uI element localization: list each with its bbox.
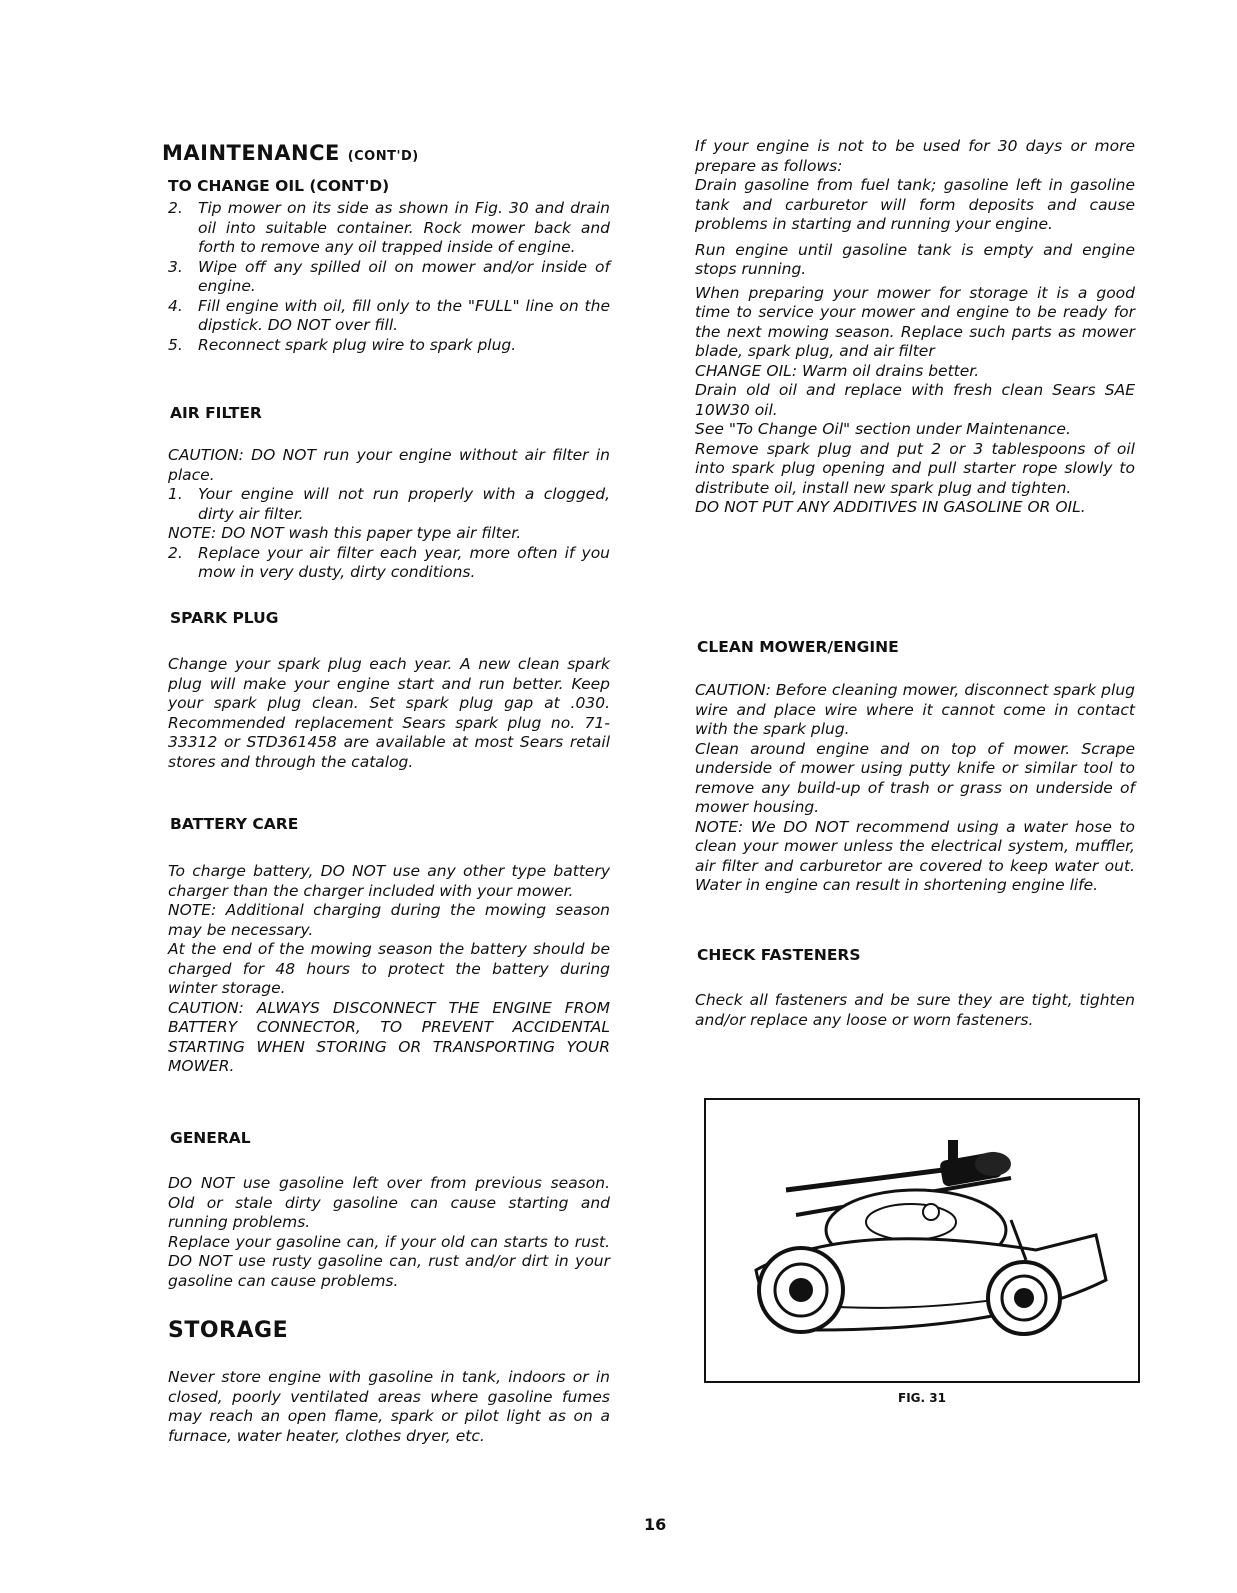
spark-plug-heading: SPARK PLUG [170, 609, 279, 627]
list-item [168, 258, 610, 297]
storage-paragraph: CHANGE OIL: Warm oil drains better. [695, 361, 980, 380]
battery-care-heading: BATTERY CARE [170, 815, 299, 833]
step-number: 3. [168, 257, 183, 276]
spark-plug-section [168, 655, 610, 772]
general-paragraph: Replace your gasoline can, if your old can starts to rust. DO NOT use rusty gasoline can, rust and/or dirt in your gasoline can cause problems. [168, 1232, 610, 1290]
battery-care-section [168, 862, 610, 1077]
lawn-mower-illustration [706, 1100, 1138, 1381]
storage-section [168, 1368, 610, 1446]
storage-paragraph: If your engine is not to be used for 30 days or more prepare as follows: [695, 137, 1135, 175]
figure-caption: FIG. 31 [898, 1391, 946, 1405]
maintenance-heading-text: MAINTENANCE [162, 141, 340, 165]
step-number: 2. [168, 199, 183, 217]
step-number: 2. [168, 543, 183, 562]
list-item [168, 199, 610, 258]
step-text: Fill engine with oil, fill only to the "FULL" line on the dipstick. DO NOT over fill. [198, 296, 610, 334]
step-text: Replace your air filter each year, more often if you mow in very dusty, dirty conditions. [198, 543, 610, 581]
maintenance-heading [162, 141, 419, 165]
step-text: Reconnect spark plug wire to spark plug. [198, 335, 517, 354]
storage-paragraph: Run engine until gasoline tank is empty and engine stops running. [695, 240, 1135, 278]
storage-paragraph: Never store engine with gasoline in tank, indoors or in closed, poorly ventilated areas where gasoline fumes may reach an open flame, spark or pilot light as on a furnace, water heater, clothes dryer, etc. [168, 1368, 610, 1445]
step-text: Your engine will not run properly with a clogged, dirty air filter. [198, 485, 610, 523]
battery-paragraph: At the end of the mowing season the battery should be charged for 48 hours to protect the battery during winter storage. [168, 940, 610, 997]
storage-paragraph: Drain gasoline from fuel tank; gasoline left in gasoline tank and carburetor will form deposits and cause problems in starting and running your engine. [695, 176, 1135, 233]
list-item [168, 336, 610, 356]
fasteners-paragraph: Check all fasteners and be sure they are tight, tighten and/or replace any loose or worn fasteners. [695, 991, 1135, 1029]
check-fasteners-heading: CHECK FASTENERS [697, 946, 861, 964]
battery-paragraph: To charge battery, DO NOT use any other type battery charger than the charger included with your mower. [168, 862, 610, 900]
figure-31-frame [704, 1098, 1140, 1383]
storage-paragraph: When preparing your mower for storage it is a good time to service your mower and engine to be ready for the next mowing season. Replace such parts as mower blade, spark plug, and air filter [695, 283, 1135, 360]
air-filter-caution: CAUTION: DO NOT run your engine without air filter in place. [168, 446, 610, 484]
clean-note: NOTE: We DO NOT recommend using a water hose to clean your mower unless the electrical system, muffler, air filter and carburetor are covered to keep water out. Water in engine can result in shortening engine life. [695, 817, 1135, 894]
step-number: 4. [168, 296, 183, 315]
air-filter-heading: AIR FILTER [170, 404, 262, 422]
air-filter-section [168, 446, 610, 583]
spark-plug-text: Change your spark plug each year. A new clean spark plug will make your engine start and run better. Keep your spark plug clean. Set spark plug gap at .030. Recommended replacement Sears spark plug no. 71-33312 or STD361458 are available at most Sears retail stores and through the catalog. [168, 655, 610, 771]
storage-paragraph: Remove spark plug and put 2 or 3 tablespoons of oil into spark plug opening and pull starter rope slowly to distribute oil, install new spark plug and tighten. [695, 439, 1135, 497]
change-oil-heading: TO CHANGE OIL (CONT'D) [168, 177, 390, 195]
clean-paragraph: Clean around engine and on top of mower. Scrape underside of mower using putty knife or similar tool to remove any build-up of trash or grass on underside of mower housing. [695, 739, 1135, 816]
maintenance-heading-suffix: (CONT'D) [347, 149, 419, 164]
step-text: Wipe off any spilled oil on mower and/or inside of engine. [198, 257, 610, 295]
storage-paragraph: Drain old oil and replace with fresh clean Sears SAE 10W30 oil. [695, 381, 1135, 419]
check-fasteners-section [695, 991, 1135, 1030]
step-text: Tip mower on its side as shown in Fig. 30 and drain oil into suitable container. Rock mower back and forth to remove any oil trapped inside of engine. [198, 199, 610, 256]
storage-heading: STORAGE [168, 1318, 289, 1343]
general-section [168, 1174, 610, 1291]
clean-mower-heading: CLEAN MOWER/ENGINE [697, 638, 899, 656]
step-number: 5. [168, 335, 183, 354]
clean-mower-section [695, 681, 1135, 896]
storage-warning: DO NOT PUT ANY ADDITIVES IN GASOLINE OR OIL. [695, 498, 1086, 516]
air-filter-note: NOTE: DO NOT wash this paper type air filter. [168, 524, 522, 542]
battery-note: NOTE: Additional charging during the mowing season may be necessary. [168, 901, 610, 939]
change-oil-steps [168, 199, 610, 355]
battery-caution: CAUTION: ALWAYS DISCONNECT THE ENGINE FROM BATTERY CONNECTOR, TO PREVENT ACCIDENTAL STARTING WHEN STORING OR TRANSPORTING YOUR MOWER. [168, 998, 610, 1075]
list-item [168, 297, 610, 336]
storage-continued-section [695, 137, 1135, 518]
general-heading: GENERAL [170, 1129, 251, 1147]
general-paragraph: DO NOT use gasoline left over from previous season. Old or stale dirty gasoline can cause starting and running problems. [168, 1174, 610, 1231]
list-item [168, 544, 610, 583]
step-number: 1. [168, 485, 183, 503]
list-item [168, 485, 610, 524]
page-number: 16 [644, 1515, 667, 1534]
storage-paragraph: See "To Change Oil" section under Maintenance. [695, 420, 1071, 438]
clean-caution: CAUTION: Before cleaning mower, disconnect spark plug wire and place wire where it cannot come in contact with the spark plug. [695, 681, 1135, 738]
